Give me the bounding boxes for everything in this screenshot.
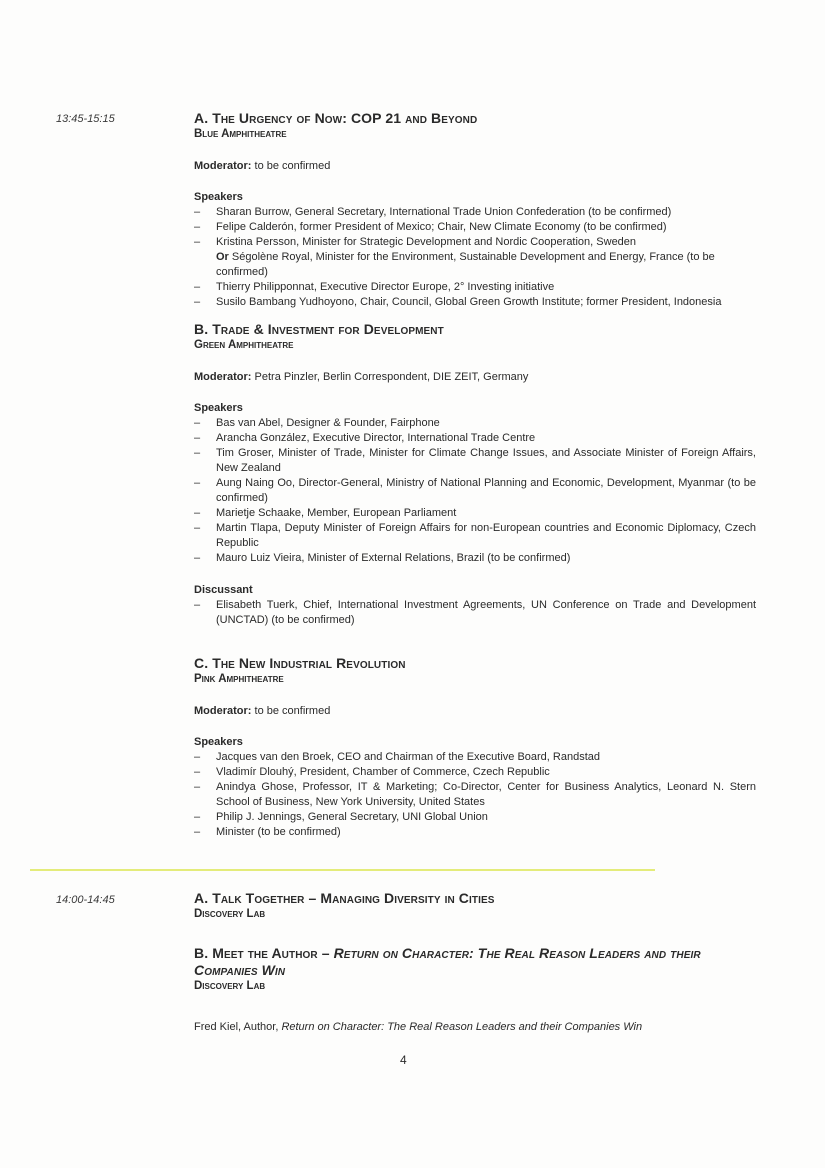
session-venue: Green Amphitheatre bbox=[194, 339, 294, 351]
moderator-label: Moderator: bbox=[194, 371, 252, 383]
discussant-label: Discussant bbox=[194, 584, 253, 596]
author-book: Return on Character: The Real Reason Leaders and their Companies Win bbox=[281, 1021, 643, 1033]
session-venue: Discovery Lab bbox=[194, 980, 266, 992]
speakers-list-continued bbox=[194, 280, 756, 310]
author-line bbox=[194, 1021, 642, 1033]
moderator-line bbox=[194, 159, 756, 173]
session-venue: Blue Amphitheatre bbox=[194, 128, 287, 140]
session-a-block bbox=[194, 110, 756, 310]
moderator-name: to be confirmed bbox=[254, 705, 331, 717]
list-item: – Philip J. Jennings, General Secretary, UNI Global Union bbox=[194, 810, 756, 825]
session-b-block bbox=[194, 321, 756, 628]
alternate-speaker-text: Ségolène Royal, Minister for the Environment, Sustainable Development and Energy, France (to be confirmed) bbox=[216, 251, 715, 278]
session-venue: Discovery Lab bbox=[194, 908, 266, 920]
list-item: – Jacques van den Broek, CEO and Chairman of the Executive Board, Randstad bbox=[194, 750, 756, 765]
session-venue: Pink Amphitheatre bbox=[194, 673, 284, 685]
moderator-label: Moderator: bbox=[194, 705, 252, 717]
list-item: – Tim Groser, Minister of Trade, Minister for Climate Change Issues, and Associate Minister of Foreign Affairs, New Zealand bbox=[194, 446, 756, 476]
list-item: – Aung Naing Oo, Director-General, Ministry of National Planning and Economic, Development, Myanmar (to be confirmed) bbox=[194, 476, 756, 506]
speakers-list bbox=[194, 416, 756, 566]
list-item: – Susilo Bambang Yudhoyono, Chair, Council, Global Green Growth Institute; former President, Indonesia bbox=[194, 295, 756, 310]
list-item: – Bas van Abel, Designer & Founder, Fairphone bbox=[194, 416, 756, 431]
session-title: A. Talk Together – Managing Diversity in Cities bbox=[194, 890, 495, 906]
alternate-speaker bbox=[194, 250, 756, 280]
session-title bbox=[194, 945, 756, 979]
speakers-label: Speakers bbox=[194, 402, 243, 414]
list-item: – Elisabeth Tuerk, Chief, International Investment Agreements, UN Conference on Trade and Development (UNCTAD) (to be confirmed) bbox=[194, 598, 756, 628]
session-title-prefix: B. Meet the Author – bbox=[194, 945, 334, 961]
list-item: – Vladimír Dlouhý, President, Chamber of Commerce, Czech Republic bbox=[194, 765, 756, 780]
moderator-line bbox=[194, 704, 756, 718]
list-item: – Thierry Philipponnat, Executive Director Europe, 2° Investing initiative bbox=[194, 280, 756, 295]
list-item: – Anindya Ghose, Professor, IT & Marketing; Co-Director, Center for Business Analytics, Leonard N. Stern School of Business, New York University, United States bbox=[194, 780, 756, 810]
list-item: – Marietje Schaake, Member, European Parliament bbox=[194, 506, 756, 521]
session2-a-block bbox=[194, 890, 756, 921]
session-time: 14:00-14:45 bbox=[56, 894, 115, 906]
session-title: C. The New Industrial Revolution bbox=[194, 655, 406, 671]
list-item: – Sharan Burrow, General Secretary, International Trade Union Confederation (to be confirmed) bbox=[194, 205, 756, 220]
speakers-label: Speakers bbox=[194, 191, 243, 203]
section-divider bbox=[30, 869, 655, 871]
list-item: – Mauro Luiz Vieira, Minister of External Relations, Brazil (to be confirmed) bbox=[194, 551, 756, 566]
list-item: – Minister (to be confirmed) bbox=[194, 825, 756, 840]
speakers-list bbox=[194, 750, 756, 840]
session-c-block bbox=[194, 655, 756, 840]
session-title: B. Trade & Investment for Development bbox=[194, 321, 444, 337]
discussants-list bbox=[194, 598, 756, 628]
page-number: 4 bbox=[400, 1053, 407, 1067]
or-label: Or bbox=[216, 251, 229, 263]
session-time: 13:45-15:15 bbox=[56, 113, 115, 125]
moderator-label: Moderator: bbox=[194, 160, 252, 172]
moderator-name: Petra Pinzler, Berlin Correspondent, DIE ZEIT, Germany bbox=[254, 371, 529, 383]
moderator-line bbox=[194, 370, 756, 384]
list-item: – Felipe Calderón, former President of Mexico; Chair, New Climate Economy (to be confirmed) bbox=[194, 220, 756, 235]
speakers-label: Speakers bbox=[194, 736, 243, 748]
moderator-name: to be confirmed bbox=[254, 160, 331, 172]
list-item: – Kristina Persson, Minister for Strategic Development and Nordic Cooperation, Sweden bbox=[194, 235, 756, 250]
speakers-list bbox=[194, 205, 756, 250]
list-item: – Martin Tlapa, Deputy Minister of Foreign Affairs for non-European countries and Economic Diplomacy, Czech Republic bbox=[194, 521, 756, 551]
author-name: Fred Kiel, Author, bbox=[194, 1021, 282, 1033]
session-title-book: Return on Character: The Real Reason Leaders and their Companies Win bbox=[194, 945, 701, 978]
list-item: – Arancha González, Executive Director, International Trade Centre bbox=[194, 431, 756, 446]
session-title: A. The Urgency of Now: COP 21 and Beyond bbox=[194, 110, 478, 126]
session2-b-block bbox=[194, 945, 756, 993]
